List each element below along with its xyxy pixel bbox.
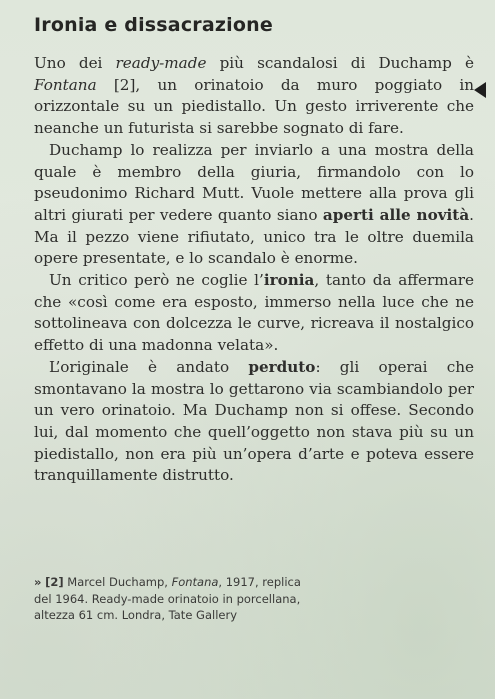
text-run: ready-made	[115, 54, 207, 72]
text-run: : gli operai che smontavano la mostra lo gettarono via scambiandolo per un vero orinatoio. Ma Duchamp non si offese. Secondo lui, dal momento che quell’oggetto non stava più su un piedistallo, non era più un’opera d’arte e poteva essere tranquillamente distrutto.	[34, 357, 474, 485]
paragraph	[34, 270, 474, 357]
paragraph	[34, 357, 474, 487]
section-heading: Ironia e dissacrazione	[34, 14, 273, 36]
paragraph	[34, 140, 474, 270]
text-run: Duchamp lo realizza per inviarlo a una mostra della quale è membro della giuria, firmandolo con lo pseudonimo Richard Mutt. Vuole mettere alla prova gli altri giurati per vedere quanto siano	[34, 140, 474, 224]
text-run: Un critico però ne coglie l’	[49, 271, 264, 290]
text-run: più scandalosi di Duchamp è	[206, 54, 474, 72]
page-edge-arrow-icon	[474, 82, 486, 98]
caption-details: , 1917, replica del 1964. Ready-made orinatoio in porcellana, altezza 61 cm. Londra, Tate Gallery	[34, 575, 301, 622]
text-run: L’originale è andato	[49, 357, 249, 376]
text-run: Uno dei	[34, 54, 116, 72]
text-run: perduto	[248, 357, 316, 376]
caption-title: Fontana	[171, 575, 219, 589]
text-run: . Ma il pezzo viene rifiutato, unico tra le oltre duemila opere presentate, e lo scandalo è enorme.	[34, 205, 474, 268]
text-run: ironia	[263, 271, 315, 290]
text-run: [2], un orinatoio da muro poggiato in orizzontale su un piedistallo. Un gesto irriverente che neanche un futurista si sarebbe sognato di fare.	[34, 75, 474, 138]
figure-caption	[34, 574, 304, 624]
caption-author: Marcel Duchamp,	[67, 575, 172, 589]
paragraph	[34, 53, 474, 140]
text-run: , tanto da affermare che «così come era esposto, immerso nella luce che ne sottolineava con dolcezza le curve, ricreava il nostalgico effetto di una madonna velata».	[34, 271, 474, 355]
caption-marker: »	[34, 575, 42, 589]
text-run: aperti alle novità	[322, 205, 470, 224]
figure-number: [2]	[45, 575, 64, 589]
text-run: Fontana	[34, 75, 97, 94]
body-text	[34, 53, 474, 487]
